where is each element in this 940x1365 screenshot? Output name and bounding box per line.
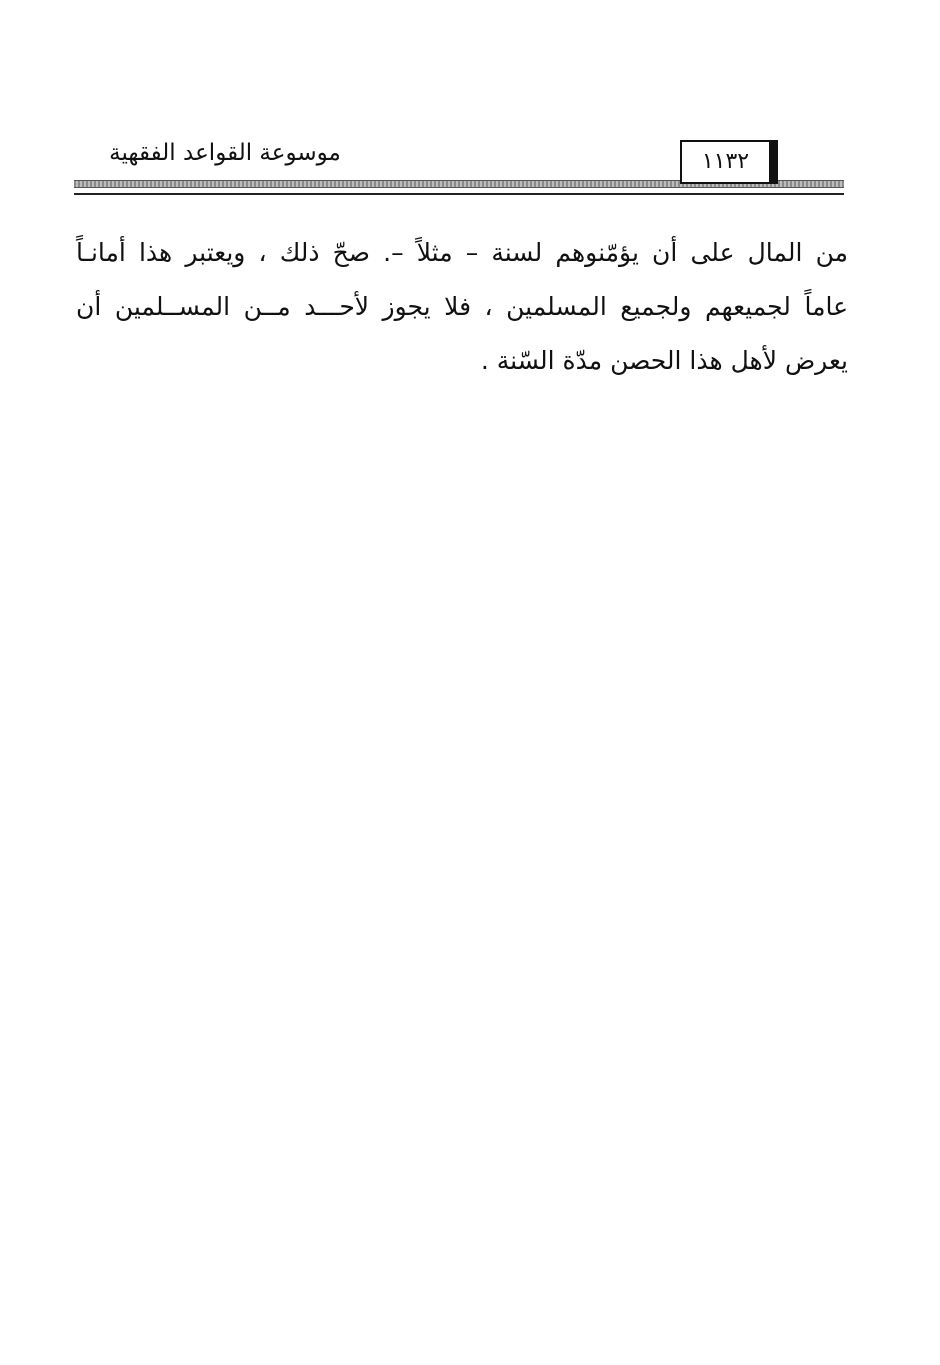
- page-number: ١١٣٢: [701, 149, 750, 174]
- body-line: يعرض لأهل هذا الحصن مدّة السّنة .: [480, 346, 848, 375]
- body-line: عاماً لجميعهم ولجميع المسلمين ، فلا يجوز لأحـــد مــن المســلمين أن: [76, 292, 848, 321]
- body-line: من المال على أن يؤمّنوهم لسنة – مثلاً –. صحّ ذلك ، ويعتبر هذا أمانـاً: [76, 238, 848, 267]
- body-paragraph: [76, 226, 848, 388]
- running-header-title: موسوعة القواعد الفقهية: [109, 140, 341, 166]
- header-rule-thin: [74, 193, 844, 195]
- page-number-box: [680, 140, 778, 184]
